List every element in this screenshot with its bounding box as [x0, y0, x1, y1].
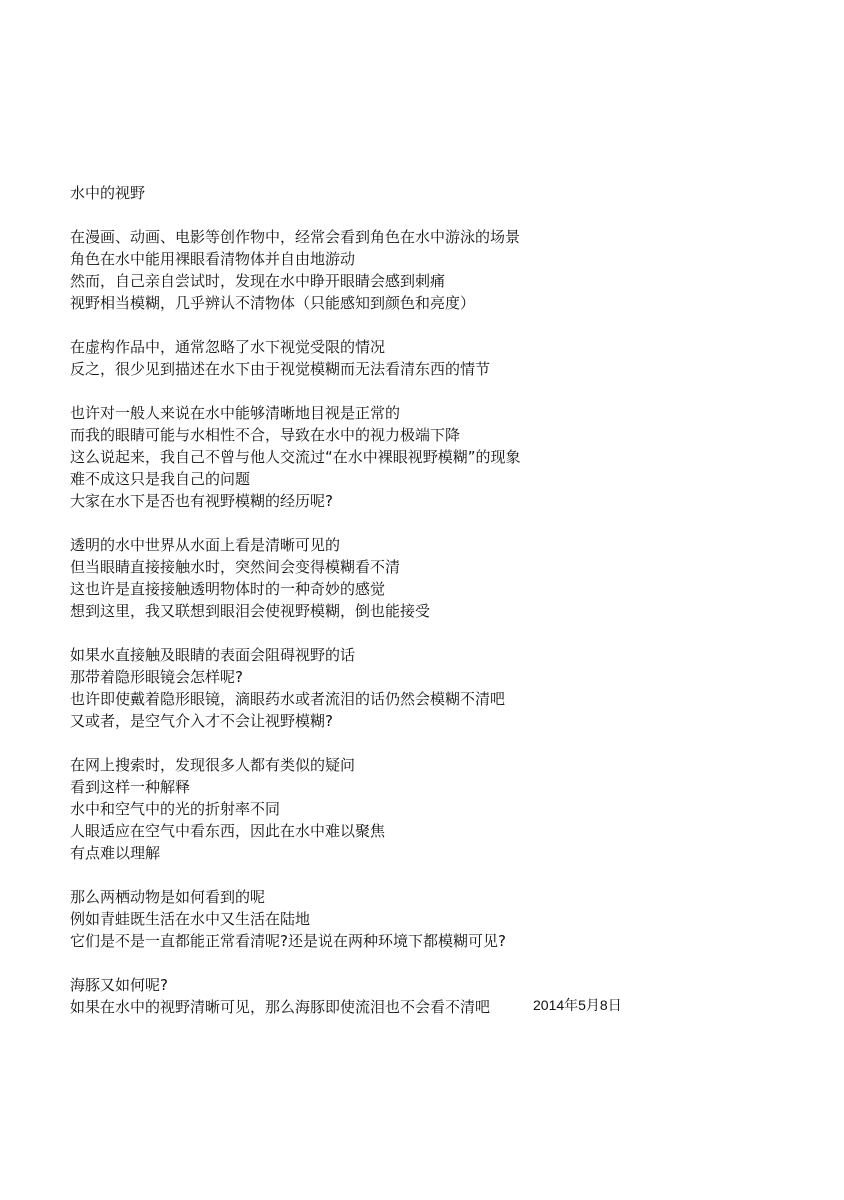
text-line: 透明的水中世界从水面上看是清晰可见的 [70, 536, 341, 554]
text-line: 例如青蛙既生活在水中又生活在陆地 [70, 910, 311, 928]
text-line: 难不成这只是我自己的问题 [70, 470, 251, 488]
paragraph-7 [70, 886, 770, 952]
paragraph-2 [70, 336, 770, 380]
text-line: 在漫画、动画、电影等创作物中，经常会看到角色在水中游泳的场景 [70, 228, 521, 246]
text-line: 但当眼睛直接接触水时，突然间会变得模糊看不清 [70, 558, 401, 576]
text-line: 那带着隐形眼镜会怎样呢? [70, 668, 243, 686]
text-line: 然而，自己亲自尝试时，发现在水中睁开眼睛会感到刺痛 [70, 272, 446, 290]
text-line: 而我的眼睛可能与水相性不合，导致在水中的视力极端下降 [70, 426, 461, 444]
text-line: 海豚又如何呢? [70, 976, 168, 994]
text-line: 也许即使戴着隐形眼镜，滴眼药水或者流泪的话仍然会模糊不清吧 [70, 690, 506, 708]
text-line: 它们是不是一直都能正常看清呢?还是说在两种环境下都模糊可见? [70, 932, 506, 950]
text-line: 想到这里，我又联想到眼泪会使视野模糊，倒也能接受 [70, 602, 431, 620]
document-title: 水中的视野 [70, 184, 146, 202]
text-line: 这也许是直接接触透明物体时的一种奇妙的感觉 [70, 580, 386, 598]
text-line: 如果在水中的视野清晰可见，那么海豚即使流泪也不会看不清吧 [70, 998, 491, 1016]
text-line: 又或者，是空气介入才不会让视野模糊? [70, 712, 333, 730]
text-line: 视野相当模糊，几乎辨认不清物体（只能感知到颜色和亮度） [70, 294, 476, 312]
text-line: 那么两栖动物是如何看到的呢 [70, 888, 266, 906]
text-line: 也许对一般人来说在水中能够清晰地目视是正常的 [70, 404, 401, 422]
paragraph-1 [70, 226, 770, 314]
document-body [70, 182, 770, 1018]
text-line: 角色在水中能用裸眼看清物体并自由地游动 [70, 250, 356, 268]
paragraph-8 [70, 974, 770, 1018]
text-line: 大家在水下是否也有视野模糊的经历呢? [70, 492, 333, 510]
text-line: 这么说起来，我自己不曾与他人交流过“在水中裸眼视野模糊”的现象 [70, 448, 521, 466]
text-line: 水中和空气中的光的折射率不同 [70, 800, 281, 818]
text-line: 人眼适应在空气中看东西，因此在水中难以聚焦 [70, 822, 386, 840]
text-line: 在网上搜索时，发现很多人都有类似的疑问 [70, 756, 356, 774]
paragraph-6 [70, 754, 770, 864]
paragraph-3 [70, 402, 770, 512]
text-line: 看到这样一种解释 [70, 778, 191, 796]
text-line: 在虚构作品中，通常忽略了水下视觉受限的情况 [70, 338, 386, 356]
document-date: 2014年5月8日 [533, 997, 622, 1013]
text-line: 如果水直接触及眼睛的表面会阻碍视野的话 [70, 646, 356, 664]
text-line: 反之，很少见到描述在水下由于视觉模糊而无法看清东西的情节 [70, 360, 491, 378]
text-line: 有点难以理解 [70, 844, 161, 862]
paragraph-5 [70, 644, 770, 732]
paragraph-4 [70, 534, 770, 622]
